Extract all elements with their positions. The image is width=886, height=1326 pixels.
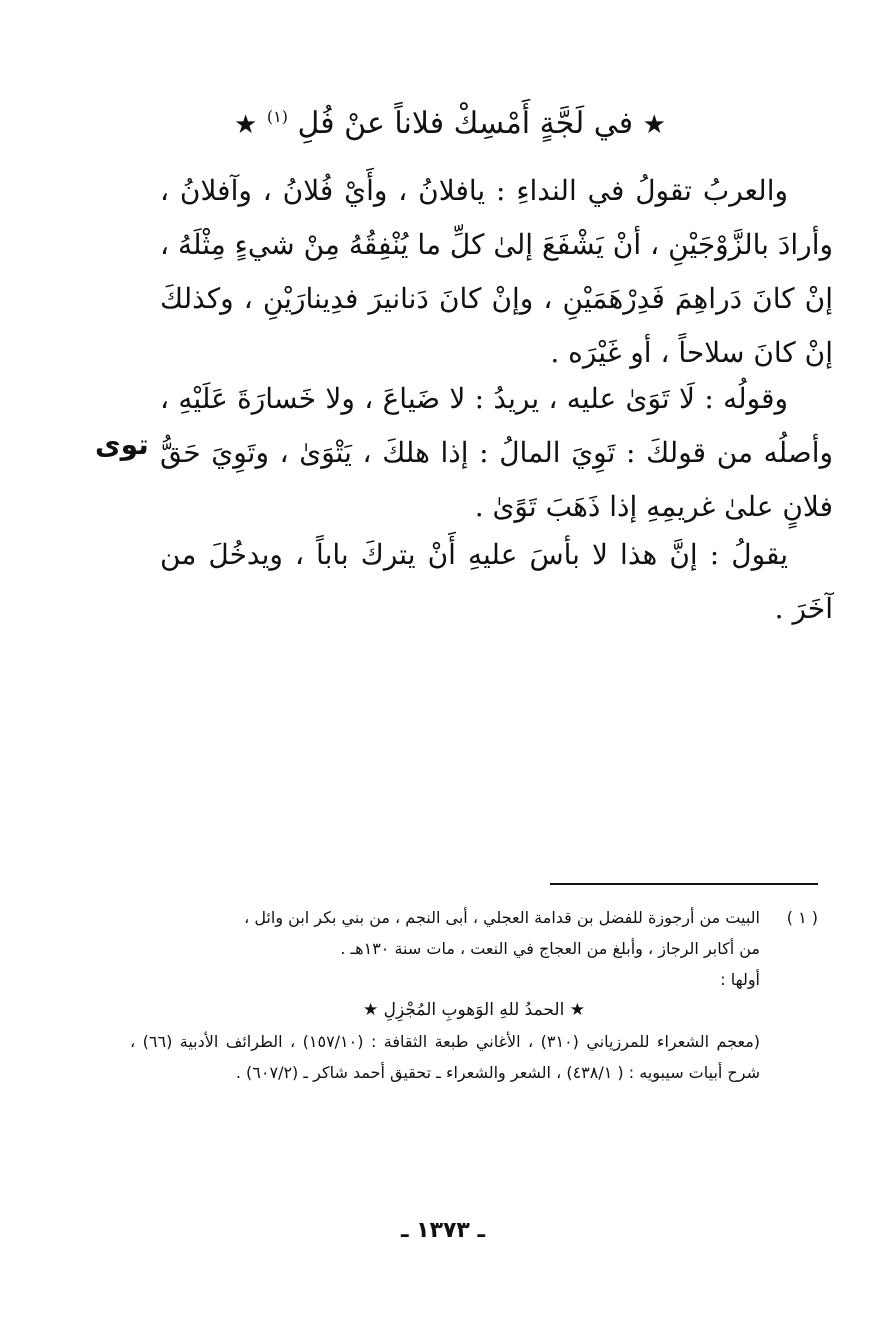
footnote-verse: ★ الحمدُ للهِ الوَهوبِ المُجْزِلِ ★ bbox=[363, 1000, 585, 1020]
footnotes bbox=[130, 902, 818, 1088]
footnote-text: البيت من أرجوزة للفضل بن قدامة العجلي ، أبى النجم ، من بني بكر ابن وائل ، bbox=[244, 908, 760, 927]
paragraph-2 bbox=[160, 372, 833, 534]
margin-keyword: توى bbox=[95, 428, 149, 461]
verse-text: في لَجَّةٍ أَمْسِكْ فلاناً عنْ فُلِ bbox=[297, 106, 634, 141]
footnote-line-1 bbox=[130, 902, 818, 933]
paragraph-text: يقولُ : إنَّ هذا لا بأسَ عليهِ أَنْ يتركَ باباً ، ويدخُلَ من آخَرَ . bbox=[160, 538, 833, 625]
footnote-number: ( ١ ) bbox=[786, 908, 818, 927]
footnote-mark[interactable]: (١) bbox=[266, 107, 288, 126]
footnote-divider bbox=[550, 883, 818, 885]
footnote-line-3: أولها : bbox=[720, 970, 760, 989]
paragraph-1 bbox=[160, 164, 833, 380]
star-left-icon: ★ bbox=[234, 110, 258, 140]
heading-verse bbox=[150, 92, 750, 150]
footnote-references: (معجم الشعراء للمرزياني (٣١٠) ، الأغاني طبعة الثقافة : (١٥٧/١٠) ، الطرائف الأدبية (٦٦) ، شرح أبيات سيبويه : ( ٤٣٨/١) ، الشعر والشعراء ـ تحقيق أحمد شاكر ـ (٦٠٧/٢) . bbox=[130, 1032, 761, 1082]
page-number: ـ ١٣٧٣ ـ bbox=[400, 1218, 486, 1243]
star-right-icon: ★ bbox=[642, 110, 666, 140]
paragraph-3 bbox=[160, 528, 833, 636]
paragraph-text: والعربُ تقولُ في النداءِ : يافلانُ ، وأَيْ فُلانُ ، وآفلانُ ، وأرادَ بالزَّوْجَيْنِ ، أنْ يَشْفَعَ إلىٰ كلِّ ما يُنْفِقُهُ مِنْ شيءٍ مِثْلَهُ ، إنْ كانَ دَراهِمَ فَدِرْهَمَيْنِ ، وإنْ كانَ دَنانيرَ فدِينارَيْنِ ، وكذلكَ إنْ كانَ سلاحاً ، أو غَيْرَه . bbox=[160, 174, 833, 369]
footnote-line-2: من أكابر الرجاز ، وأبلغ من العجاج في النعت ، مات سنة ١٣٠هـ . bbox=[340, 939, 760, 958]
paragraph-text: وقولُه : لَا تَوَىٰ عليه ، يريدُ : لا ضَياعَ ، ولا خَسارَةَ عَلَيْهِ ، وأصلُه من قولكَ : تَوِيَ المالُ : إذا هلكَ ، يَتْوَىٰ ، وتَوِيَ حَقُّ فلانٍ علىٰ غريمِهِ إذا ذَهَبَ تَوًىٰ . bbox=[160, 382, 833, 523]
